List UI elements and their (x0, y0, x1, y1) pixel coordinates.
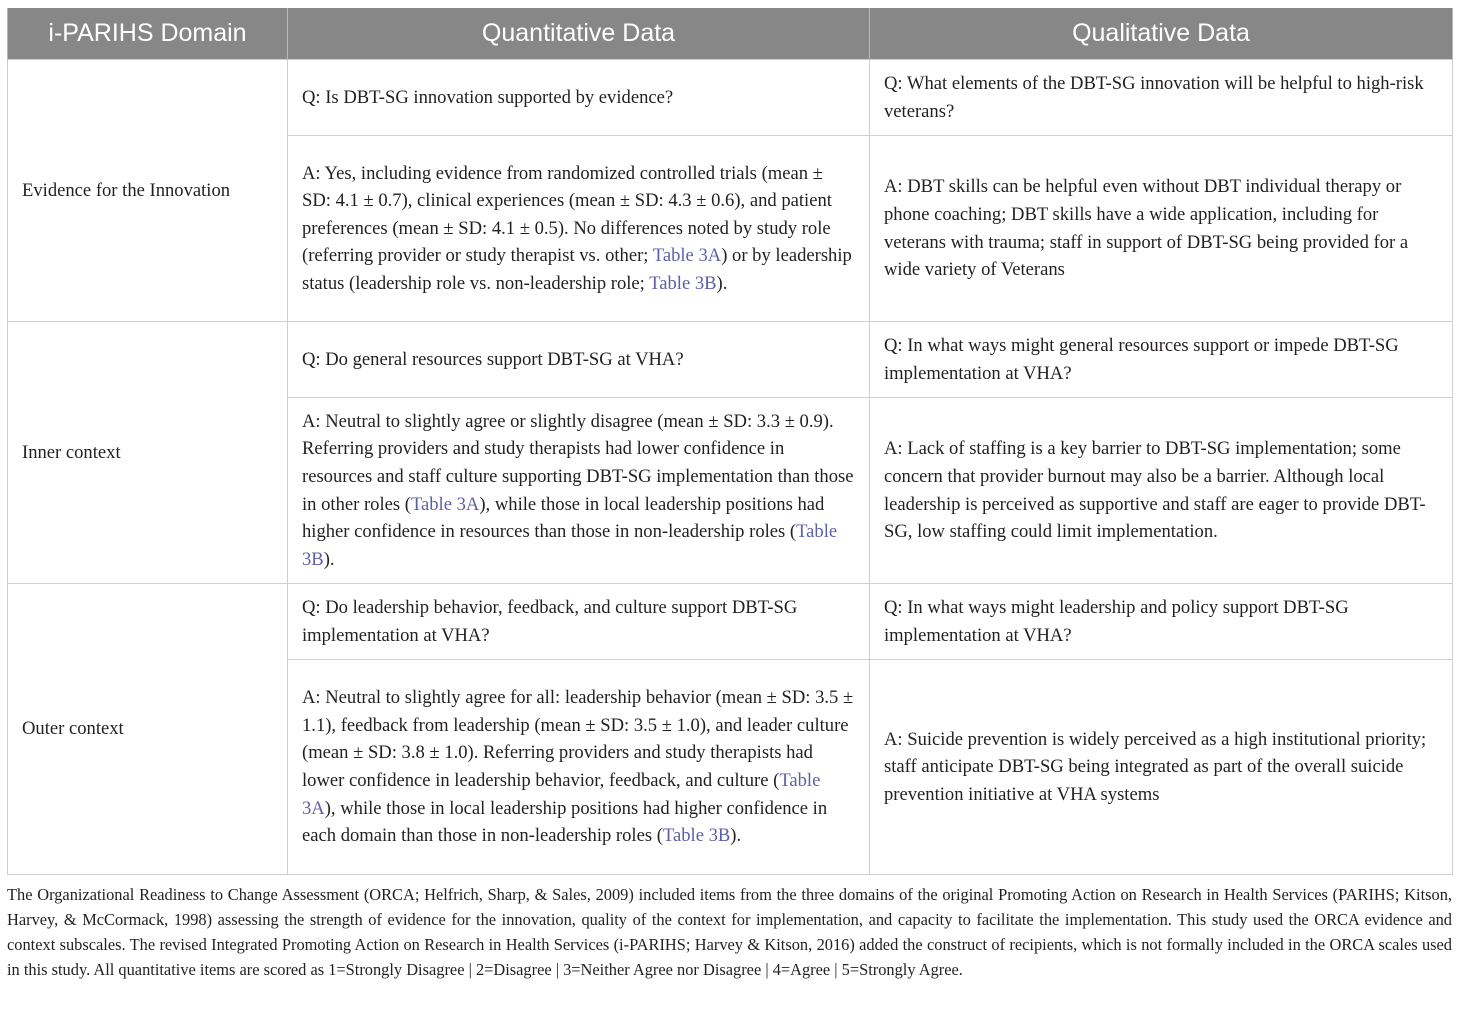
quantitative-question: Q: Do general resources support DBT-SG at VHA? (288, 322, 870, 398)
table-row (8, 60, 1453, 136)
quantitative-answer (288, 136, 870, 322)
quantitative-question: Q: Is DBT-SG innovation supported by evidence? (288, 60, 870, 136)
qualitative-answer: A: Lack of staffing is a key barrier to DBT-SG implementation; some concern that provider burnout may also be a barrier. Although local leadership is perceived as supportive and staff are eager to provide DBT-SG, low staffing could limit implementation. (870, 398, 1453, 584)
table-3a-link[interactable]: Table 3A (410, 493, 480, 515)
table-footnote: The Organizational Readiness to Change Assessment (ORCA; Helfrich, Sharp, & Sales, 2009) included items from the three domains of the original Promoting Action on Research in Health Services (PARIHS; Kitson, Harvey, & McCormack, 1998) assessing the strength of evidence for the innovation, quality of the context for implementation, and capacity to facilitate the implementation. This study used the ORCA evidence and context subscales. The revised Integrated Promoting Action on Research in Health Services (i-PARIHS; Harvey & Kitson, 2016) added the construct of recipients, which is not formally included in the ORCA scales used in this study. All quantitative items are scored as 1=Strongly Disagree | 2=Disagree | 3=Neither Agree nor Disagree | 4=Agree | 5=Strongly Agree. (7, 885, 1452, 979)
qualitative-question: Q: What elements of the DBT-SG innovation will be helpful to high-risk veterans? (870, 60, 1453, 136)
table-3a-link[interactable]: Table 3A (652, 245, 722, 267)
quantitative-answer (288, 398, 870, 584)
answer-text: ). (323, 548, 335, 570)
qualitative-answer: A: Suicide prevention is widely perceived as a high institutional priority; staff anticipate DBT-SG being integrated as part of the overall suicide prevention initiative at VHA systems (870, 660, 1453, 875)
answer-text: A: Yes, including evidence from randomized controlled trials (mean ± SD: 4.1 ± 0.7), clinical experiences (mean ± SD: 4.3 ± 0.6), and patient preferences (mean ± SD: 4.1 ± 0.5). No differences noted by study role (referring provider or study therapist vs. other; (302, 162, 832, 267)
answer-text: ). (730, 825, 742, 847)
table-3b-link[interactable]: Table 3B (662, 825, 731, 847)
quantitative-question: Q: Do leadership behavior, feedback, and culture support DBT-SG implementation at VHA? (288, 584, 870, 660)
quantitative-answer (288, 660, 870, 875)
table-row (8, 584, 1453, 660)
answer-text: ), while those in local leadership positions had higher confidence in each domain than those in non-leadership roles ( (302, 797, 828, 847)
table-3a-link[interactable]: Table 3A (302, 770, 821, 819)
qualitative-question: Q: In what ways might leadership and policy support DBT-SG implementation at VHA? (870, 584, 1453, 660)
answer-text: ), while those in local leadership positions had higher confidence in resources than those in non-leadership roles ( (302, 493, 825, 543)
answer-text: ). (716, 272, 728, 294)
header-qualitative: Qualitative Data (870, 8, 1453, 60)
answer-text: A: Neutral to slightly agree for all: leadership behavior (mean ± SD: 3.5 ± 1.1), feedback from leadership (mean ± SD: 3.5 ± 1.0), and leader culture (mean ± SD: 3.8 ± 1.0). Referring providers and study therapists had lower confidence in leadership behavior, feedback, and culture ( (302, 687, 854, 791)
domain-cell: Evidence for the Innovation (8, 60, 288, 322)
domain-cell: Inner context (8, 322, 288, 584)
table-row (8, 322, 1453, 398)
qualitative-question: Q: In what ways might general resources support or impede DBT-SG implementation at VHA? (870, 322, 1453, 398)
table-header-row (8, 8, 1453, 60)
domain-cell: Outer context (8, 584, 288, 875)
readiness-table (7, 8, 1453, 875)
header-quantitative: Quantitative Data (288, 8, 870, 60)
answer-text: ) or by leadership status (leadership role vs. non-leadership role; (302, 245, 852, 294)
table-3b-link[interactable]: Table 3B (649, 272, 717, 294)
answer-text: A: Neutral to slightly agree or slightly disagree (mean ± SD: 3.3 ± 0.9). Referring providers and study therapists had lower confidence in resources and staff culture supporting DBT-SG implementation than those in other roles ( (302, 410, 854, 515)
header-domain: i-PARIHS Domain (8, 8, 288, 60)
table-3b-link[interactable]: Table 3B (302, 521, 838, 570)
qualitative-answer: A: DBT skills can be helpful even without DBT individual therapy or phone coaching; DBT skills have a wide application, including for veterans with trauma; staff in support of DBT-SG being provided for a wide variety of Veterans (870, 136, 1453, 322)
